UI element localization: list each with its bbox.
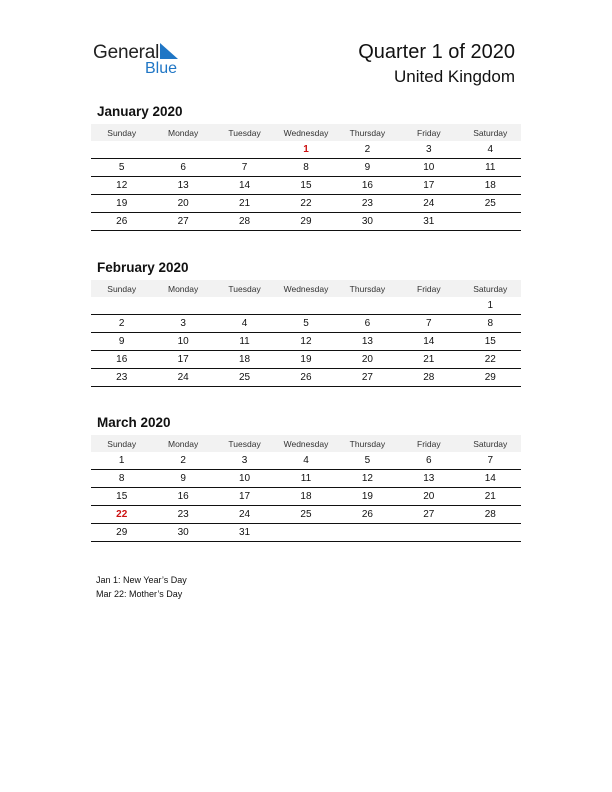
calendar-table: [91, 280, 521, 387]
day-cell: 11: [214, 333, 275, 351]
day-cell: 2: [91, 315, 152, 333]
day-cell: [398, 297, 459, 315]
day-cell: 7: [214, 159, 275, 177]
day-cell: 20: [337, 351, 398, 369]
day-cell: [91, 297, 152, 315]
day-cell: 18: [460, 177, 521, 195]
weekday-header-row: [91, 435, 521, 452]
day-cell: 25: [214, 369, 275, 387]
day-cell: 24: [398, 195, 459, 213]
week-row: [91, 524, 521, 542]
day-cell: 26: [91, 213, 152, 231]
day-cell: 19: [275, 351, 336, 369]
day-cell: 4: [275, 452, 336, 470]
month-title: February 2020: [97, 260, 189, 275]
day-cell: 24: [152, 369, 213, 387]
day-cell: 6: [337, 315, 398, 333]
month-title: January 2020: [97, 104, 183, 119]
day-cell: 14: [460, 470, 521, 488]
day-cell: 6: [152, 159, 213, 177]
month-block-march: [91, 415, 521, 542]
day-cell: 19: [91, 195, 152, 213]
month-title: March 2020: [97, 415, 171, 430]
day-cell: 13: [152, 177, 213, 195]
day-cell: 28: [214, 213, 275, 231]
day-cell: 15: [460, 333, 521, 351]
day-cell: 14: [214, 177, 275, 195]
day-cell: [460, 524, 521, 542]
day-cell: [398, 524, 459, 542]
day-cell: 16: [91, 351, 152, 369]
day-cell: 20: [152, 195, 213, 213]
day-cell: 11: [460, 159, 521, 177]
holiday-note: Jan 1: New Year’s Day: [96, 575, 187, 585]
weekday-header: Monday: [152, 280, 213, 297]
month-block-january: [91, 104, 521, 231]
day-cell: [275, 524, 336, 542]
weekday-header: Friday: [398, 280, 459, 297]
weekday-header: Thursday: [337, 280, 398, 297]
day-cell: 5: [337, 452, 398, 470]
day-cell: 9: [337, 159, 398, 177]
day-cell: 9: [91, 333, 152, 351]
day-cell: [214, 297, 275, 315]
week-row: [91, 506, 521, 524]
day-cell: 14: [398, 333, 459, 351]
day-cell: 17: [398, 177, 459, 195]
day-cell: 18: [214, 351, 275, 369]
logo: [93, 40, 193, 80]
page-title: Quarter 1 of 2020: [358, 41, 515, 63]
day-cell: 24: [214, 506, 275, 524]
country-name: United Kingdom: [394, 67, 515, 86]
day-cell: 16: [152, 488, 213, 506]
page-header: [358, 40, 515, 90]
day-cell: 5: [275, 315, 336, 333]
day-cell: 18: [275, 488, 336, 506]
day-cell: 1: [91, 452, 152, 470]
day-cell: 25: [275, 506, 336, 524]
day-cell: 25: [460, 195, 521, 213]
day-cell: 1: [275, 141, 336, 159]
day-cell: 7: [398, 315, 459, 333]
week-row: [91, 195, 521, 213]
day-cell: 8: [460, 315, 521, 333]
week-row: [91, 297, 521, 315]
day-cell: 22: [91, 506, 152, 524]
weekday-header: Saturday: [460, 435, 521, 452]
weekday-header: Tuesday: [214, 435, 275, 452]
day-cell: 31: [214, 524, 275, 542]
day-cell: [460, 213, 521, 231]
weekday-header: Sunday: [91, 280, 152, 297]
weekday-header: Thursday: [337, 435, 398, 452]
day-cell: 8: [91, 470, 152, 488]
day-cell: 3: [152, 315, 213, 333]
day-cell: 26: [337, 506, 398, 524]
holiday-note: Mar 22: Mother’s Day: [96, 588, 183, 599]
holiday-notes: [96, 574, 187, 601]
day-cell: 28: [460, 506, 521, 524]
day-cell: 26: [275, 369, 336, 387]
day-cell: [275, 297, 336, 315]
day-cell: 12: [337, 470, 398, 488]
day-cell: 27: [152, 213, 213, 231]
weekday-header: Sunday: [91, 435, 152, 452]
weekday-header-row: [91, 280, 521, 297]
day-cell: 21: [214, 195, 275, 213]
month-block-february: [91, 260, 521, 387]
week-row: [91, 351, 521, 369]
day-cell: 9: [152, 470, 213, 488]
day-cell: 29: [91, 524, 152, 542]
day-cell: [337, 297, 398, 315]
day-cell: 11: [275, 470, 336, 488]
day-cell: 30: [337, 213, 398, 231]
day-cell: 27: [398, 506, 459, 524]
day-cell: 22: [275, 195, 336, 213]
calendar-table: [91, 435, 521, 542]
weekday-header: Monday: [152, 124, 213, 141]
weekday-header: Saturday: [460, 124, 521, 141]
day-cell: 17: [152, 351, 213, 369]
week-row: [91, 141, 521, 159]
logo-triangle-icon: [160, 43, 180, 61]
weekday-header: Saturday: [460, 280, 521, 297]
day-cell: 3: [214, 452, 275, 470]
day-cell: 19: [337, 488, 398, 506]
day-cell: 10: [152, 333, 213, 351]
day-cell: 10: [398, 159, 459, 177]
day-cell: 27: [337, 369, 398, 387]
day-cell: 15: [275, 177, 336, 195]
day-cell: 10: [214, 470, 275, 488]
day-cell: 6: [398, 452, 459, 470]
day-cell: 21: [398, 351, 459, 369]
logo-text-blue: Blue: [145, 60, 178, 77]
day-cell: 30: [152, 524, 213, 542]
day-cell: 16: [337, 177, 398, 195]
day-cell: [91, 141, 152, 159]
day-cell: 7: [460, 452, 521, 470]
day-cell: 17: [214, 488, 275, 506]
day-cell: [337, 524, 398, 542]
week-row: [91, 333, 521, 351]
logo-text-general: General: [93, 42, 160, 63]
day-cell: 4: [214, 315, 275, 333]
week-row: [91, 369, 521, 387]
day-cell: 3: [398, 141, 459, 159]
day-cell: 29: [275, 213, 336, 231]
weekday-header: Tuesday: [214, 280, 275, 297]
week-row: [91, 213, 521, 231]
weekday-header: Friday: [398, 124, 459, 141]
day-cell: 5: [91, 159, 152, 177]
week-row: [91, 315, 521, 333]
day-cell: 20: [398, 488, 459, 506]
day-cell: 31: [398, 213, 459, 231]
weekday-header: Monday: [152, 435, 213, 452]
week-row: [91, 452, 521, 470]
weekday-header: Tuesday: [214, 124, 275, 141]
day-cell: 13: [337, 333, 398, 351]
week-row: [91, 177, 521, 195]
weekday-header: Friday: [398, 435, 459, 452]
day-cell: 23: [91, 369, 152, 387]
day-cell: 23: [152, 506, 213, 524]
day-cell: 28: [398, 369, 459, 387]
day-cell: [214, 141, 275, 159]
day-cell: 23: [337, 195, 398, 213]
calendar-table: [91, 124, 521, 231]
week-row: [91, 470, 521, 488]
day-cell: [152, 297, 213, 315]
day-cell: 15: [91, 488, 152, 506]
week-row: [91, 488, 521, 506]
week-row: [91, 159, 521, 177]
weekday-header: Wednesday: [275, 280, 336, 297]
day-cell: 2: [152, 452, 213, 470]
day-cell: 2: [337, 141, 398, 159]
weekday-header: Thursday: [337, 124, 398, 141]
day-cell: 13: [398, 470, 459, 488]
day-cell: 1: [460, 297, 521, 315]
day-cell: 29: [460, 369, 521, 387]
day-cell: 12: [275, 333, 336, 351]
weekday-header: Wednesday: [275, 435, 336, 452]
day-cell: 21: [460, 488, 521, 506]
day-cell: 8: [275, 159, 336, 177]
day-cell: 12: [91, 177, 152, 195]
day-cell: 22: [460, 351, 521, 369]
day-cell: 4: [460, 141, 521, 159]
weekday-header-row: [91, 124, 521, 141]
weekday-header: Wednesday: [275, 124, 336, 141]
weekday-header: Sunday: [91, 124, 152, 141]
day-cell: [152, 141, 213, 159]
